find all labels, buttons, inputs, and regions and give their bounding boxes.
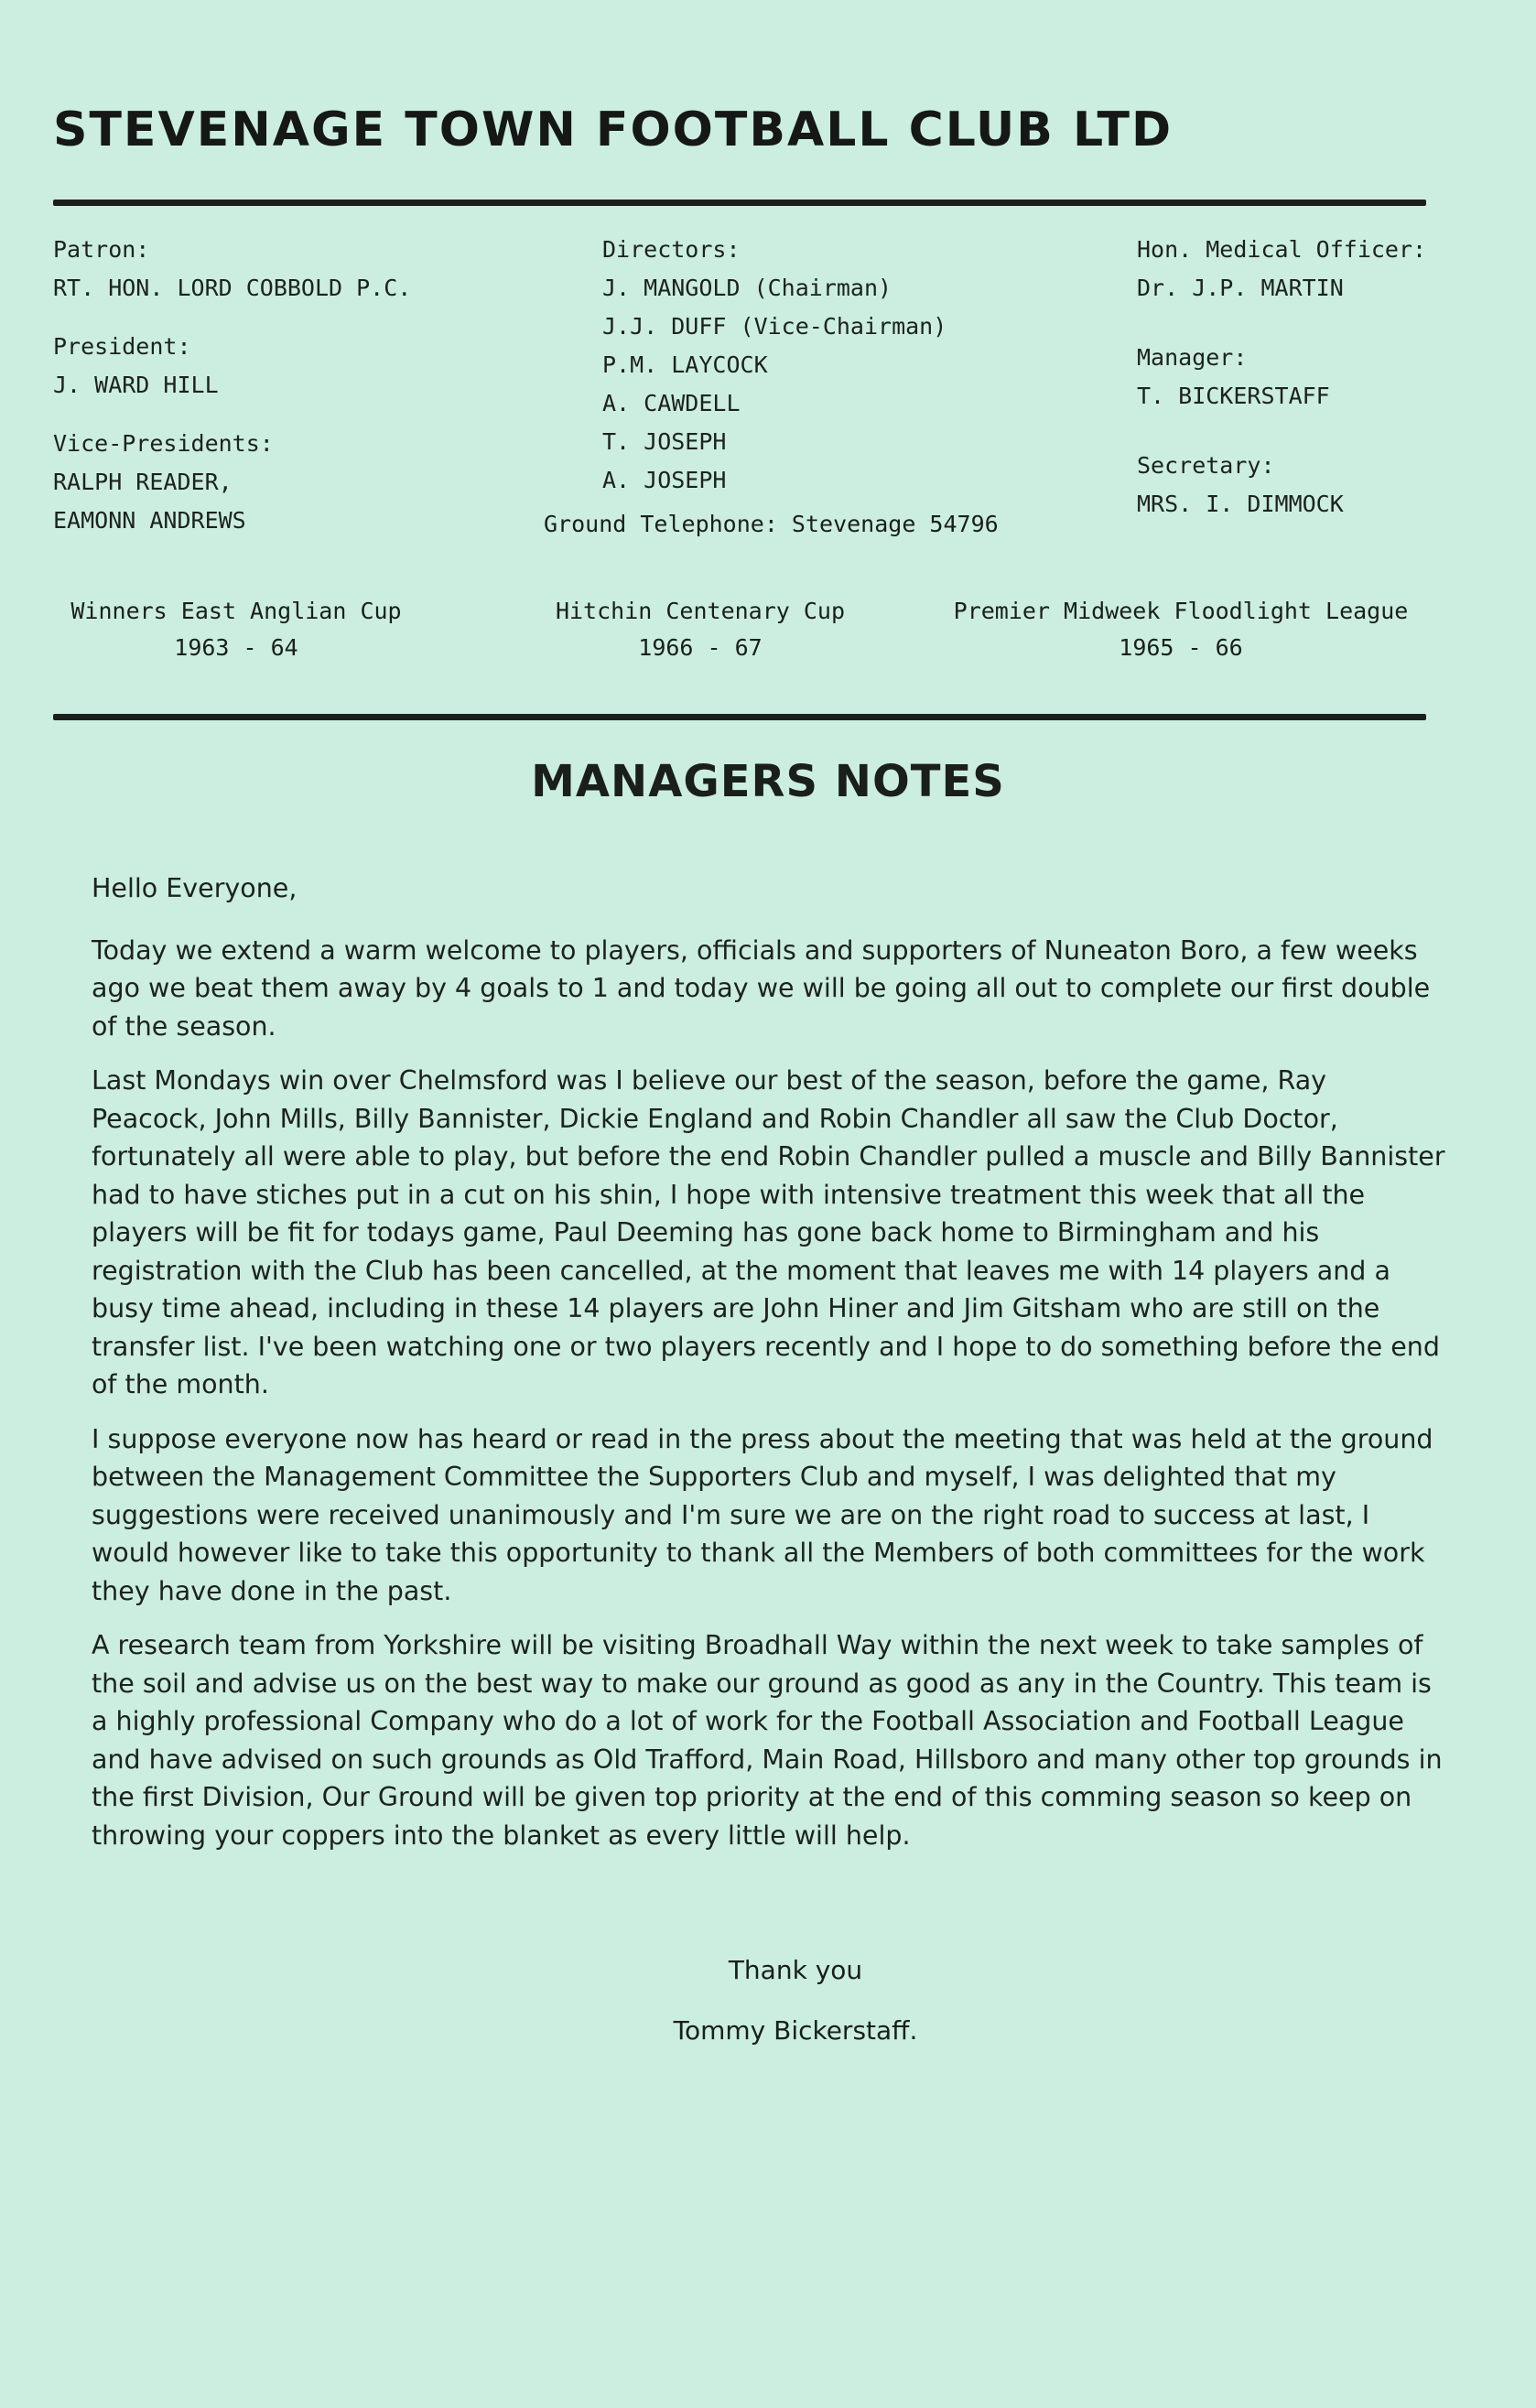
director-name: A. JOSEPH [602,467,727,493]
notes-paragraph: Last Mondays win over Chelmsford was I believe our best of the season, before the game, Ray Peacock, John Mills, Billy Bannister, Dickie England and Robin Chandler all saw the Club Doctor, fortunately all were able to play, but before the end Robin Chandler pulled a muscle and Billy Bannister had to have stiches put in a cut on his shin, I hope with intensive treatment this week that all the players will be fit for todays game, Paul Deeming has gone back home to Birmingham and his registration with the Club has been cancelled, at the moment that leaves me with 14 players and a busy time ahead, including in these 14 players are John Hiner and Jim Gitsham who are still on the transfer list. I've been watching one or two players recently and I hope to do something before the end of the month. [92,1065,1445,1399]
honour-title: Premier Midweek Floodlight League [953,598,1409,624]
honour-hitchin-cup [513,593,888,666]
notes-paragraph: Today we extend a warm welcome to players, officials and supporters of Nuneaton Boro, a few weeks ago we beat them away by 4 goals to 1 and today we will be going all out to complete our first double of the season. [92,934,1431,1042]
notes-paragraph: A research team from Yorkshire will be visiting Broadhall Way within the next week to take samples of the soil and advise us on the best way to make our ground as good as any in the Country. This team is a highly professional Company who do a lot of work for the Football Association and Football League and have advised on such grounds as Old Trafford, Main Road, Hillsboro and many other top grounds in the first Division, Our Ground will be given top priority at the end of this comming season so keep on throwing your coppers into the blanket as every little will help. [92,1630,1443,1851]
directors-label: Directors: [602,236,741,263]
secretary-block [1137,447,1426,524]
honour-title: Winners East Anglian Cup [70,598,402,624]
director-name: P.M. LAYCOCK [602,351,768,378]
medical-officer-label: Hon. Medical Officer: [1137,236,1427,263]
secretary-label: Secretary: [1137,452,1275,479]
greeting: Hello Everyone, [92,873,297,903]
director-name: J.J. DUFF (Vice-Chairman) [602,313,947,340]
managers-notes-body [92,869,1446,1871]
director-name: J. MANGOLD (Chairman) [602,275,892,301]
vice-presidents-block [53,425,411,540]
honour-season: 1966 - 67 [638,634,763,661]
ground-telephone: Ground Telephone: Stevenage 54796 [544,511,999,537]
manager-label: Manager: [1137,344,1248,371]
honour-season: 1965 - 66 [1119,634,1243,661]
club-name-heading: STEVENAGE TOWN FOOTBALL CLUB LTD [53,103,1174,157]
president-name: J. WARD HILL [53,372,219,398]
president-block [53,328,411,405]
secretary-name: MRS. I. DIMMOCK [1137,491,1344,517]
vice-presidents-label: Vice-Presidents: [53,430,274,457]
header-divider [53,200,1426,206]
officials-right-column [1137,231,1426,555]
patron-name: RT. HON. LORD COBBOLD P.C. [53,275,412,301]
manager-name: T. BICKERSTAFF [1137,383,1330,409]
closing-thanks: Thank you [728,1955,863,1985]
section-divider [53,714,1426,720]
patron-label: Patron: [53,236,150,263]
notes-paragraph: I suppose everyone now has heard or read in the press about the meeting that was held at the ground between the Management Committee the Supporters Club and myself, I was delighted that my suggestions were received unanimously and I'm sure we are on the right road to success at last, I would however like to take this opportunity to thank all the Members of both committees for the work they have done in the past. [92,1423,1433,1606]
vice-president-name: EAMONN ANDREWS [53,507,246,534]
honour-title: Hitchin Centenary Cup [555,598,846,624]
manager-block [1137,339,1426,416]
vice-president-name: RALPH READER, [53,469,233,495]
medical-officer-name: Dr. J.P. MARTIN [1137,275,1344,301]
honour-east-anglian-cup [53,593,419,666]
honour-floodlight-league [934,593,1428,666]
managers-notes-heading: MANAGERS NOTES [531,756,1005,807]
honour-season: 1963 - 64 [174,634,298,661]
medical-officer-block [1137,231,1426,308]
signature: Tommy Bickerstaff. [673,2015,918,2046]
director-name: T. JOSEPH [602,428,727,455]
directors-block [602,231,946,500]
patron-block [53,231,411,308]
president-label: President: [53,333,191,360]
director-name: A. CAWDELL [602,390,741,416]
officials-left-column [53,231,411,560]
